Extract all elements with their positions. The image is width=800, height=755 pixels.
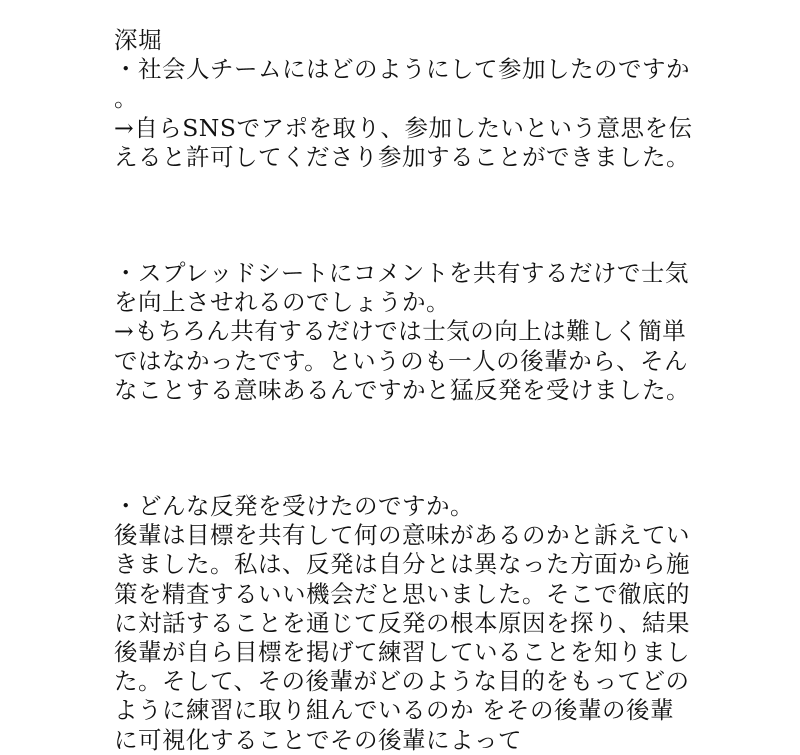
section-spacer xyxy=(114,172,694,259)
answer-text: →自らSNSでアポを取り、参加したいという意思を伝えると許可してくださり参加することができました。 xyxy=(114,113,693,171)
qa-section-3 xyxy=(114,492,694,755)
question-text: ・社会人チームにはどのようにして参加したのですか。 xyxy=(114,55,690,113)
section-spacer xyxy=(114,405,694,492)
document-body xyxy=(114,26,694,755)
document-title: 深堀 xyxy=(114,26,162,54)
answer-text: 後輩は目標を共有して何の意味があるのかと訴えていきました。私は、反発は自分とは異なった方面から施策を精査するいい機会だと思いました。そこで徹底的に対話することを通じて反発の根本原因を探り、結果後輩が自ら目標を掲げて練習していることを知りました。そして、その後輩がどのような目的をもってどのように練習に取り組んでいるのか をその後輩の後輩に可視化することでその後輩によって xyxy=(114,521,690,754)
qa-section-2 xyxy=(114,259,694,405)
question-text: ・どんな反発を受けたのですか。 xyxy=(114,492,474,521)
qa-section-1 xyxy=(114,55,694,172)
question-text: ・スプレッドシートにコメントを共有するだけで士気を向上させれるのでしょうか。 xyxy=(114,259,689,317)
answer-text: →もちろん共有するだけでは士気の向上は難しく簡単ではなかったです。というのも一人の後輩から、そんなことする意味あるんですかと猛反発を受けました。 xyxy=(114,317,690,404)
